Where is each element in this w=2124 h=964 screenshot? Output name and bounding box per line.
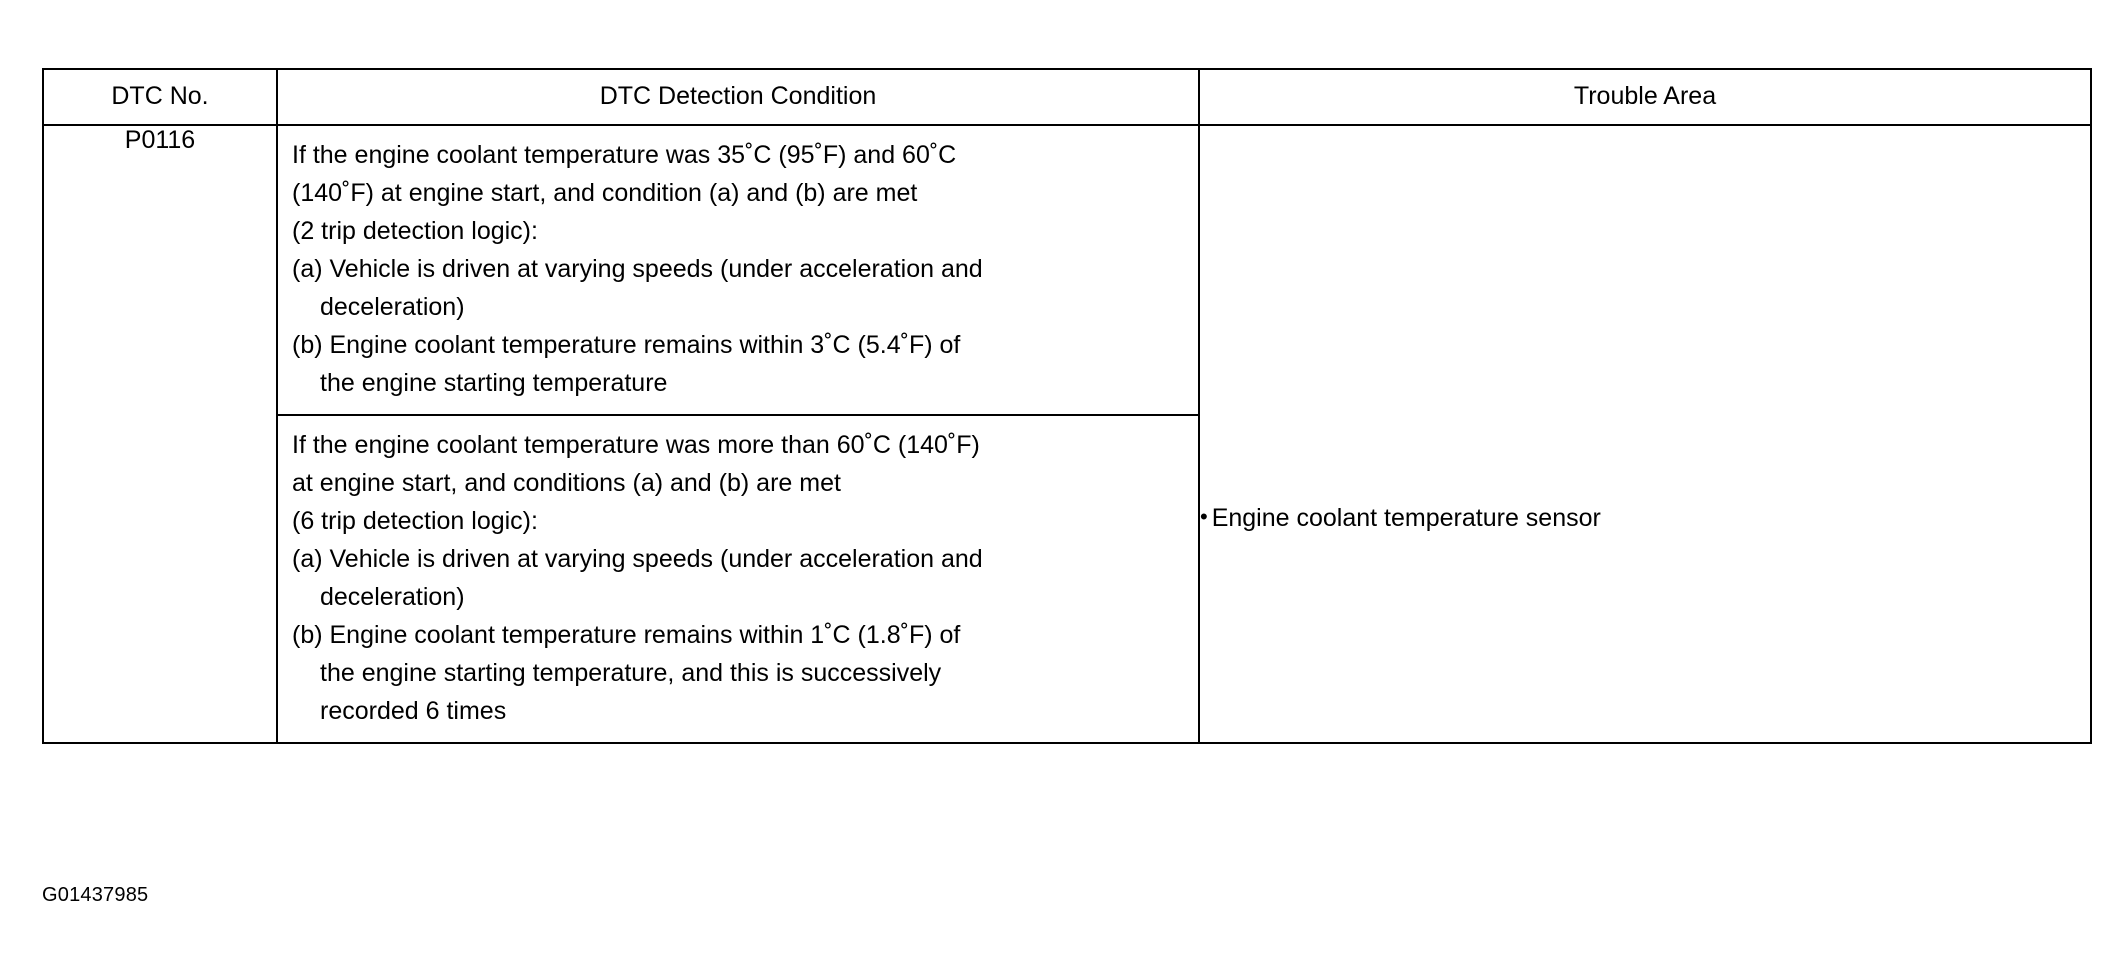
condition-line: recorded 6 times bbox=[320, 697, 507, 725]
column-header-trouble-area: Trouble Area bbox=[1199, 69, 2091, 125]
condition-line: (140˚F) at engine start, and condition (a) and (b) are met bbox=[292, 179, 918, 207]
trouble-area-item bbox=[1200, 126, 2090, 536]
trouble-area-label: Engine coolant temperature sensor bbox=[1211, 504, 1601, 532]
figure-code: G01437985 bbox=[42, 884, 149, 906]
condition-subtable bbox=[278, 126, 1198, 742]
table-header bbox=[43, 69, 2091, 125]
condition-line: If the engine coolant temperature was more than 60˚C (140˚F) bbox=[292, 431, 980, 459]
condition-line: (b) Engine coolant temperature remains within 3˚C (5.4˚F) of bbox=[292, 331, 961, 359]
condition-line: (6 trip detection logic): bbox=[292, 507, 538, 535]
cell-detection-condition bbox=[277, 125, 1199, 743]
condition-block-1 bbox=[278, 126, 1198, 415]
column-header-detection-condition: DTC Detection Condition bbox=[277, 69, 1199, 125]
cell-dtc-no: P0116 bbox=[43, 125, 277, 743]
bullet-icon: • bbox=[1200, 504, 1208, 529]
condition-line: (a) Vehicle is driven at varying speeds (under acceleration and bbox=[292, 255, 983, 283]
condition-block-1-row bbox=[278, 126, 1198, 415]
condition-block-2-row bbox=[278, 415, 1198, 742]
condition-line: (b) Engine coolant temperature remains within 1˚C (1.8˚F) of bbox=[292, 621, 961, 649]
condition-line: If the engine coolant temperature was 35˚C (95˚F) and 60˚C bbox=[292, 141, 957, 169]
condition-line: (a) Vehicle is driven at varying speeds (under acceleration and bbox=[292, 545, 983, 573]
column-header-dtc-no: DTC No. bbox=[43, 69, 277, 125]
condition-line: the engine starting temperature bbox=[320, 369, 668, 397]
condition-line: at engine start, and conditions (a) and (b) are met bbox=[292, 469, 841, 497]
condition-line: the engine starting temperature, and this is successively bbox=[320, 659, 942, 687]
condition-block-1-text bbox=[278, 126, 1198, 414]
table-header-row bbox=[43, 69, 2091, 125]
condition-block-2 bbox=[278, 415, 1198, 742]
condition-block-2-text bbox=[278, 416, 1198, 742]
cell-trouble-area bbox=[1199, 125, 2091, 743]
condition-line: deceleration) bbox=[320, 293, 465, 321]
table-row bbox=[43, 125, 2091, 743]
condition-line: deceleration) bbox=[320, 583, 465, 611]
condition-line: (2 trip detection logic): bbox=[292, 217, 538, 245]
table-body bbox=[43, 125, 2091, 743]
dtc-table bbox=[42, 68, 2092, 744]
